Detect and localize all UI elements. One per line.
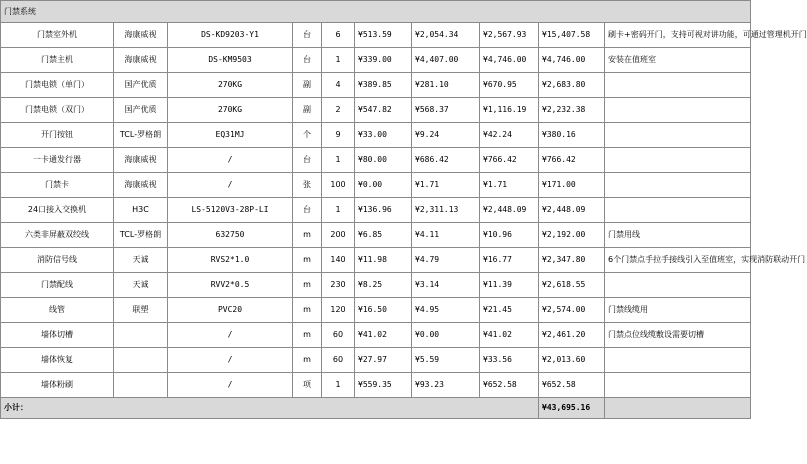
- cell-unit-price-2[interactable]: ¥93.23: [412, 373, 480, 398]
- cell-note[interactable]: [605, 98, 751, 123]
- cell-unit-price-3[interactable]: ¥41.02: [480, 323, 539, 348]
- cell-brand[interactable]: 天诚: [114, 273, 168, 298]
- cell-model[interactable]: /: [168, 173, 293, 198]
- cell-unit[interactable]: m: [293, 223, 322, 248]
- cell-note[interactable]: [605, 73, 751, 98]
- cell-line-total[interactable]: ¥380.16: [539, 123, 605, 148]
- cell-qty[interactable]: 9: [322, 123, 355, 148]
- cell-unit-price-1[interactable]: ¥11.98: [355, 248, 412, 273]
- cell-item-name[interactable]: 六类非屏蔽双绞线: [1, 223, 114, 248]
- cell-unit-price-3[interactable]: ¥2,448.09: [480, 198, 539, 223]
- cell-model[interactable]: /: [168, 348, 293, 373]
- cell-unit-price-1[interactable]: ¥136.96: [355, 198, 412, 223]
- cell-brand[interactable]: 海康威视: [114, 23, 168, 48]
- cell-unit-price-2[interactable]: ¥686.42: [412, 148, 480, 173]
- cell-note[interactable]: [605, 273, 751, 298]
- subtotal-row: [1, 398, 751, 419]
- cell-brand[interactable]: 海康威视: [114, 173, 168, 198]
- cell-item-name[interactable]: 线管: [1, 298, 114, 323]
- cell-brand[interactable]: 国产优质: [114, 98, 168, 123]
- cell-model[interactable]: RVV2*0.5: [168, 273, 293, 298]
- cell-unit[interactable]: 张: [293, 173, 322, 198]
- cell-unit[interactable]: 副: [293, 73, 322, 98]
- cell-brand[interactable]: TCL-罗格朗: [114, 123, 168, 148]
- cell-brand[interactable]: [114, 323, 168, 348]
- cell-item-name[interactable]: 墙体粉刷: [1, 373, 114, 398]
- cell-line-total[interactable]: ¥2,618.55: [539, 273, 605, 298]
- cell-qty[interactable]: 60: [322, 348, 355, 373]
- cell-item-name[interactable]: 门禁主机: [1, 48, 114, 73]
- cell-brand[interactable]: 天诚: [114, 248, 168, 273]
- cell-unit-price-1[interactable]: ¥16.50: [355, 298, 412, 323]
- table-row: [1, 273, 751, 298]
- cell-note[interactable]: 门禁点位线缆敷设需要切槽: [605, 323, 751, 348]
- cell-item-name[interactable]: 门禁电锁（单门）: [1, 73, 114, 98]
- cell-model[interactable]: RVS2*1.0: [168, 248, 293, 273]
- cell-unit-price-1[interactable]: ¥513.59: [355, 23, 412, 48]
- cell-brand[interactable]: 海康威视: [114, 48, 168, 73]
- cell-unit-price-2[interactable]: ¥4.79: [412, 248, 480, 273]
- cell-line-total[interactable]: ¥2,683.80: [539, 73, 605, 98]
- table-row: [1, 373, 751, 398]
- section-title[interactable]: 门禁系统: [1, 1, 751, 23]
- subtotal-label[interactable]: 小计：: [1, 398, 539, 419]
- cell-unit-price-3[interactable]: ¥2,567.93: [480, 23, 539, 48]
- cell-line-total[interactable]: ¥2,232.38: [539, 98, 605, 123]
- cell-unit-price-2[interactable]: ¥5.59: [412, 348, 480, 373]
- cell-model[interactable]: DS-KD9203-Y1: [168, 23, 293, 48]
- cell-line-total[interactable]: ¥4,746.00: [539, 48, 605, 73]
- table-row: [1, 48, 751, 73]
- cell-unit-price-1[interactable]: ¥8.25: [355, 273, 412, 298]
- cell-qty[interactable]: 1: [322, 198, 355, 223]
- cell-unit[interactable]: 台: [293, 198, 322, 223]
- cell-unit-price-1[interactable]: ¥80.00: [355, 148, 412, 173]
- cell-unit-price-1[interactable]: ¥33.00: [355, 123, 412, 148]
- table-row: [1, 148, 751, 173]
- cell-note[interactable]: [605, 373, 751, 398]
- cell-unit-price-1[interactable]: ¥339.00: [355, 48, 412, 73]
- cell-line-total[interactable]: ¥2,574.00: [539, 298, 605, 323]
- cell-unit-price-2[interactable]: ¥3.14: [412, 273, 480, 298]
- cell-unit-price-3[interactable]: ¥1,116.19: [480, 98, 539, 123]
- cell-note[interactable]: [605, 148, 751, 173]
- cell-unit-price-3[interactable]: ¥42.24: [480, 123, 539, 148]
- table-row: [1, 123, 751, 148]
- cell-unit-price-1[interactable]: ¥547.82: [355, 98, 412, 123]
- cell-unit-price-1[interactable]: ¥559.35: [355, 373, 412, 398]
- cell-unit-price-3[interactable]: ¥10.96: [480, 223, 539, 248]
- cell-line-total[interactable]: ¥766.42: [539, 148, 605, 173]
- cell-unit-price-2[interactable]: ¥2,054.34: [412, 23, 480, 48]
- cell-unit[interactable]: 台: [293, 23, 322, 48]
- cell-line-total[interactable]: ¥2,013.60: [539, 348, 605, 373]
- cell-unit-price-2[interactable]: ¥4,407.00: [412, 48, 480, 73]
- cell-item-name[interactable]: 墙体恢复: [1, 348, 114, 373]
- cell-qty[interactable]: 2: [322, 98, 355, 123]
- cell-item-name[interactable]: 消防信号线: [1, 248, 114, 273]
- cell-unit-price-1[interactable]: ¥41.02: [355, 323, 412, 348]
- cell-note[interactable]: 安装在值班室: [605, 48, 751, 73]
- cell-model[interactable]: PVC20: [168, 298, 293, 323]
- cell-unit-price-3[interactable]: ¥21.45: [480, 298, 539, 323]
- cell-item-name[interactable]: 门禁卡: [1, 173, 114, 198]
- table-row: [1, 73, 751, 98]
- cell-brand[interactable]: TCL-罗格朗: [114, 223, 168, 248]
- cell-line-total[interactable]: ¥652.58: [539, 373, 605, 398]
- cell-qty[interactable]: 120: [322, 298, 355, 323]
- cell-line-total[interactable]: ¥2,461.20: [539, 323, 605, 348]
- cell-unit[interactable]: 个: [293, 123, 322, 148]
- subtotal-value[interactable]: ¥43,695.16: [539, 398, 605, 419]
- table-row: [1, 198, 751, 223]
- cell-unit-price-3[interactable]: ¥1.71: [480, 173, 539, 198]
- table-row: [1, 348, 751, 373]
- cell-item-name[interactable]: 门禁电锁（双门）: [1, 98, 114, 123]
- cell-qty[interactable]: 230: [322, 273, 355, 298]
- cell-unit-price-2[interactable]: ¥4.11: [412, 223, 480, 248]
- cell-item-name[interactable]: 墙体切槽: [1, 323, 114, 348]
- cell-note[interactable]: 6个门禁点手拉手接线引入至值班室，实现消防联动开门: [605, 248, 751, 273]
- cell-note[interactable]: 刷卡+密码开门，支持可视对讲功能，可通过管理机开门: [605, 23, 751, 48]
- cell-unit-price-2[interactable]: ¥1.71: [412, 173, 480, 198]
- cell-qty[interactable]: 100: [322, 173, 355, 198]
- cell-unit-price-3[interactable]: ¥16.77: [480, 248, 539, 273]
- cell-model[interactable]: /: [168, 373, 293, 398]
- cell-unit[interactable]: m: [293, 323, 322, 348]
- cell-unit-price-1[interactable]: ¥27.97: [355, 348, 412, 373]
- cell-unit-price-2[interactable]: ¥4.95: [412, 298, 480, 323]
- table-row: [1, 223, 751, 248]
- cell-unit[interactable]: 项: [293, 373, 322, 398]
- cell-unit[interactable]: 副: [293, 98, 322, 123]
- cell-qty[interactable]: 140: [322, 248, 355, 273]
- cell-qty[interactable]: 1: [322, 48, 355, 73]
- table-row: [1, 98, 751, 123]
- cell-unit-price-1[interactable]: ¥0.00: [355, 173, 412, 198]
- cell-unit-price-2[interactable]: ¥568.37: [412, 98, 480, 123]
- table-row: [1, 23, 751, 48]
- cell-unit-price-2[interactable]: ¥2,311.13: [412, 198, 480, 223]
- cell-qty[interactable]: 60: [322, 323, 355, 348]
- cell-item-name[interactable]: 开门按钮: [1, 123, 114, 148]
- cell-model[interactable]: EQ31MJ: [168, 123, 293, 148]
- cell-note[interactable]: [605, 123, 751, 148]
- cell-model[interactable]: 270KG: [168, 73, 293, 98]
- cell-unit[interactable]: 台: [293, 48, 322, 73]
- cell-unit-price-3[interactable]: ¥652.58: [480, 373, 539, 398]
- cell-unit-price-2[interactable]: ¥0.00: [412, 323, 480, 348]
- cell-unit-price-1[interactable]: ¥6.85: [355, 223, 412, 248]
- cell-note[interactable]: [605, 348, 751, 373]
- cell-note[interactable]: 门禁用线: [605, 223, 751, 248]
- cell-brand[interactable]: 国产优质: [114, 73, 168, 98]
- cell-model[interactable]: DS-KM9503: [168, 48, 293, 73]
- cell-brand[interactable]: [114, 348, 168, 373]
- cell-qty[interactable]: 4: [322, 73, 355, 98]
- cell-unit-price-1[interactable]: ¥389.85: [355, 73, 412, 98]
- cell-unit-price-2[interactable]: ¥9.24: [412, 123, 480, 148]
- cell-brand[interactable]: 联塑: [114, 298, 168, 323]
- cell-note[interactable]: [605, 173, 751, 198]
- cell-item-name[interactable]: 24口接入交换机: [1, 198, 114, 223]
- cell-unit-price-3[interactable]: ¥4,746.00: [480, 48, 539, 73]
- cell-brand[interactable]: 海康威视: [114, 148, 168, 173]
- cell-note[interactable]: [605, 198, 751, 223]
- cell-qty[interactable]: 1: [322, 373, 355, 398]
- cell-unit[interactable]: 台: [293, 148, 322, 173]
- cell-brand[interactable]: [114, 373, 168, 398]
- cell-qty[interactable]: 200: [322, 223, 355, 248]
- cell-unit[interactable]: m: [293, 273, 322, 298]
- cell-brand[interactable]: H3C: [114, 198, 168, 223]
- cell-item-name[interactable]: 门禁配线: [1, 273, 114, 298]
- table-row: [1, 173, 751, 198]
- cell-model[interactable]: 632750: [168, 223, 293, 248]
- cell-unit-price-3[interactable]: ¥670.95: [480, 73, 539, 98]
- cell-unit[interactable]: m: [293, 298, 322, 323]
- cell-unit[interactable]: m: [293, 348, 322, 373]
- cell-line-total[interactable]: ¥171.00: [539, 173, 605, 198]
- cell-qty[interactable]: 6: [322, 23, 355, 48]
- cell-model[interactable]: /: [168, 148, 293, 173]
- cell-line-total[interactable]: ¥15,407.58: [539, 23, 605, 48]
- cell-qty[interactable]: 1: [322, 148, 355, 173]
- section-header-row: [1, 1, 751, 23]
- cell-model[interactable]: LS-5120V3-28P-LI: [168, 198, 293, 223]
- cell-model[interactable]: /: [168, 323, 293, 348]
- table-row: [1, 323, 751, 348]
- cell-unit-price-3[interactable]: ¥33.56: [480, 348, 539, 373]
- cell-unit-price-3[interactable]: ¥11.39: [480, 273, 539, 298]
- cell-line-total[interactable]: ¥2,347.80: [539, 248, 605, 273]
- cell-note[interactable]: 门禁线缆用: [605, 298, 751, 323]
- cell-line-total[interactable]: ¥2,192.00: [539, 223, 605, 248]
- subtotal-note-cell[interactable]: [605, 398, 751, 419]
- table-row: [1, 298, 751, 323]
- cell-unit-price-3[interactable]: ¥766.42: [480, 148, 539, 173]
- cell-item-name[interactable]: 门禁室外机: [1, 23, 114, 48]
- cell-unit[interactable]: m: [293, 248, 322, 273]
- table-row: [1, 248, 751, 273]
- cell-line-total[interactable]: ¥2,448.09: [539, 198, 605, 223]
- cell-unit-price-2[interactable]: ¥281.10: [412, 73, 480, 98]
- cell-model[interactable]: 270KG: [168, 98, 293, 123]
- cell-item-name[interactable]: 一卡通发行器: [1, 148, 114, 173]
